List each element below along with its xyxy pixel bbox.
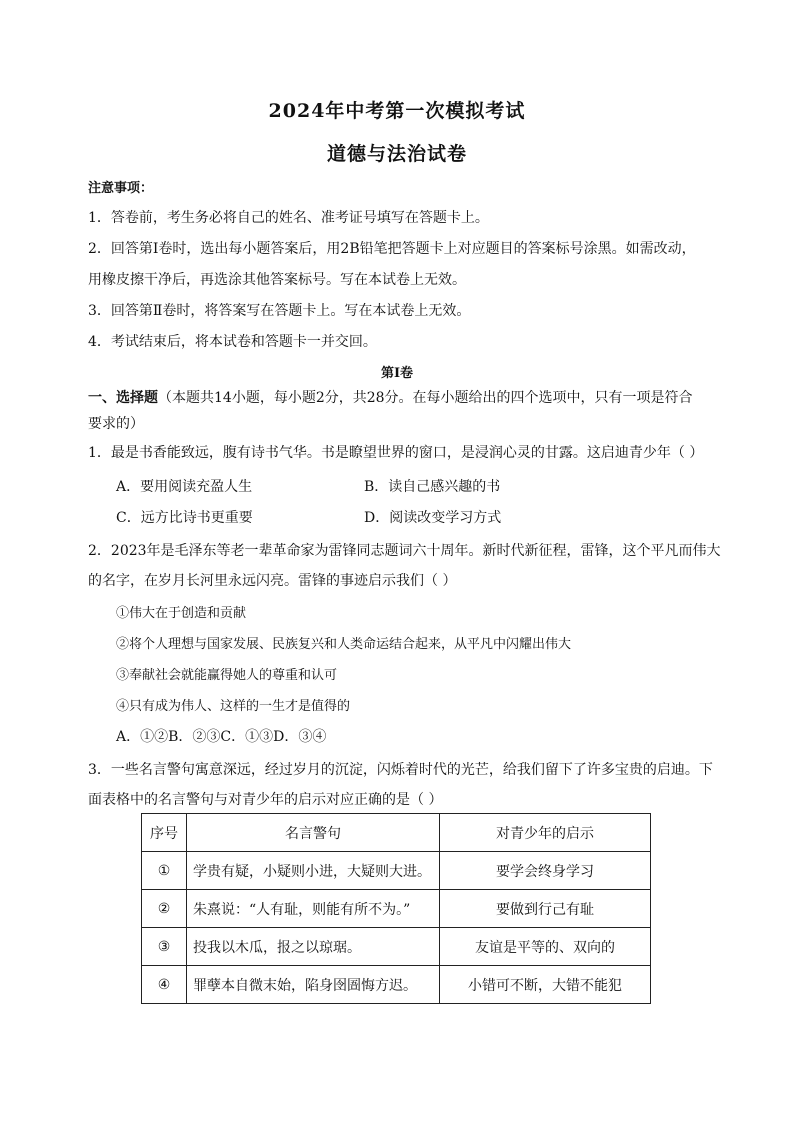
notice-item: 用橡皮擦干净后，再选涂其他答案标号。写在本试卷上无效。 [88,272,466,288]
question-1-stem: 1．最是书香能致远，腹有诗书气华。书是瞭望世界的窗口，是浸润心灵的甘露。这启迪青少年（ ） [88,445,704,461]
notice-item: 3．回答第Ⅱ卷时，将答案写在答题卡上。写在本试卷上无效。 [88,303,471,319]
notice-item: 1．答卷前，考生务必将自己的姓名、准考证号填写在答题卡上。 [88,210,489,226]
table-cell: ② [142,890,187,928]
table-cell: ① [142,852,187,890]
table-row [142,966,651,1004]
q1-option-c: C．远方比诗书更重要 [116,510,253,526]
table-cell: 学贵有疑，小疑则小进，大疑则大进。 [187,852,440,890]
table-cell: 朱熹说：“人有耻，则能有所不为。” [187,890,440,928]
section-heading [88,387,693,407]
q1-option-a: A．要用阅读充盈人生 [116,479,253,495]
table-row [142,928,651,966]
notice-item: 4．考试结束后，将本试卷和答题卡一并交回。 [88,334,377,350]
q2-statement: ③奉献社会就能赢得她人的尊重和认可 [116,668,338,683]
table-cell: 小错可不断，大错不能犯 [440,966,651,1004]
q1-option-b: B．读自己感兴趣的书 [364,479,501,495]
table-cell: ③ [142,928,187,966]
question-3-stem: 3．一些名言警句寓意深远，经过岁月的沉淀，闪烁着时代的光芒，给我们留下了许多宝贵的启迪。下 [88,762,713,778]
quotes-table [141,813,651,1004]
page-title: 2024年中考第一次模拟考试 [268,100,526,122]
table-header-row [142,814,651,852]
table-cell: 友谊是平等的、双向的 [440,928,651,966]
q2-statement: ①伟大在于创造和贡献 [116,606,247,621]
notice-heading: 注意事项： [88,181,154,196]
section-heading-bold: 一、选择题 [88,390,158,406]
table-row [142,890,651,928]
q1-option-d: D．阅读改变学习方式 [364,510,502,526]
section-title: 第Ⅰ卷 [380,366,414,381]
table-cell: 罪孽本自微末始，陷身囹圄悔方迟。 [187,966,440,1004]
section-heading-cont: 要求的） [88,416,144,432]
table-cell: 要做到行己有耻 [440,890,651,928]
q2-options: A．①②B．②③C．①③D．③④ [116,729,327,745]
q2-statement: ④只有成为伟人、这样的一生才是值得的 [116,699,351,714]
question-3-stem-cont: 面表格中的名言警句与对青少年的启示对应正确的是（ ） [88,792,443,808]
table-header-cell: 序号 [142,814,187,852]
page-subtitle: 道德与法治试卷 [326,143,467,165]
table-cell: 投我以木瓜，报之以琼琚。 [187,928,440,966]
notice-item: 2．回答第Ⅰ卷时，选出每小题答案后，用2B铅笔把答题卡上对应题目的答案标号涂黑。如需改动， [88,241,696,257]
section-heading-rest: （本题共14小题，每小题2分，共28分。在每小题给出的四个选项中，只有一项是符合 [158,390,693,406]
q2-statement: ②将个人理想与国家发展、民族复兴和人类命运结合起来，从平凡中闪耀出伟大 [116,637,572,652]
table-header-cell: 名言警句 [187,814,440,852]
question-2-stem: 2．2023年是毛泽东等老一辈革命家为雷锋同志题词六十周年。新时代新征程，雷锋，这个平凡而伟大 [88,543,721,559]
table-cell: ④ [142,966,187,1004]
table-row [142,852,651,890]
table-header-cell: 对青少年的启示 [440,814,651,852]
table-cell: 要学会终身学习 [440,852,651,890]
question-2-stem-cont: 的名字，在岁月长河里永远闪亮。雷锋的事迹启示我们（ ） [88,573,457,589]
